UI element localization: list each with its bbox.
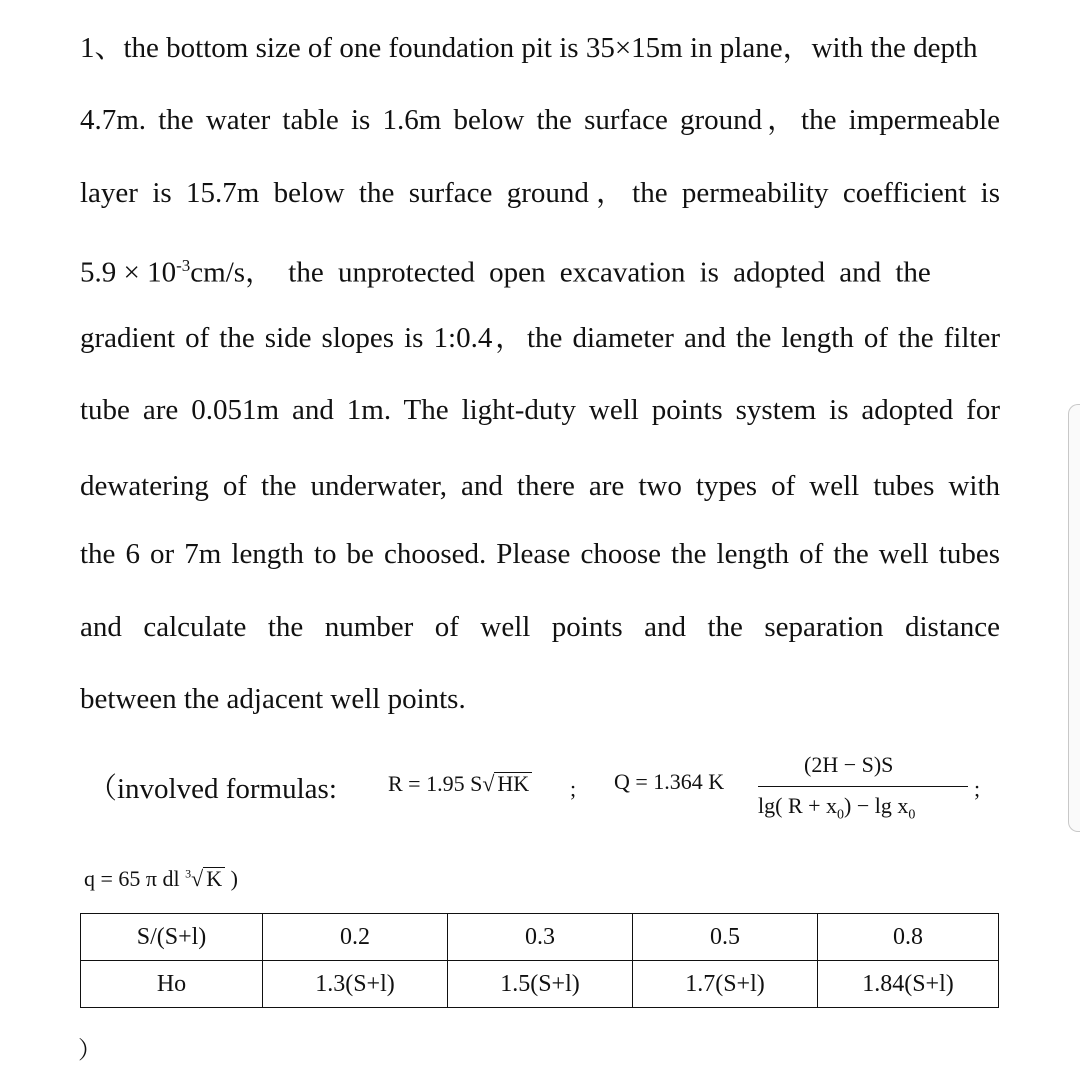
formula-q-small [84,866,238,892]
formula-q-numerator: (2H − S)S [804,752,894,777]
side-panel-edge[interactable] [1068,404,1080,832]
table-cell: 0.8 [818,914,999,961]
table-row [81,961,999,1008]
table-cell: 1.7(S+l) [633,961,818,1008]
coefficient-unit-and-text: cm/s， the unprotected open excavation is adopted and the [190,256,931,289]
table-cell: S/(S+l) [81,914,263,961]
parameter-table [80,913,999,1008]
formula-close-paren: ) [230,866,238,891]
table-cell: 0.3 [448,914,633,961]
table-cell: Ho [81,961,263,1008]
sqrt-sign-icon: √ [482,771,495,796]
formula-r [388,771,532,797]
table-cell: 0.2 [263,914,448,961]
problem-line-7: dewatering of the underwater, and there are two types of well tubes with [80,470,1000,502]
formula-q-denominator [758,793,915,823]
problem-line-4 [80,246,1000,293]
coefficient-exponent: -3 [176,256,191,275]
problem-line-5: gradient of the side slopes is 1:0.4，the diameter and the length of the filter [80,322,1000,354]
problem-line-1: 1、the bottom size of one foundation pit is 35×15m in plane，with the depth [80,32,978,64]
formula-separator-1: ; [570,776,577,801]
formula-separator-2: ; [974,776,981,801]
formula-q-den-sub-2: 0 [908,807,916,823]
problem-line-10: between the adjacent well points. [80,683,466,715]
closing-paren: ） [78,1038,102,1064]
cube-root-icon: √ [191,866,204,891]
formula-q-den-sub: 0 [837,807,845,823]
formula-q-fraction-bar [758,786,968,787]
formula-q-small-left: q = 65 π dl [84,866,180,891]
table-cell: 1.5(S+l) [448,961,633,1008]
coefficient-value: 5.9 × 10 [80,256,177,289]
problem-line-3: layer is 15.7m below the surface ground，the permeability coefficient is [80,177,1000,209]
root-index: 3 [185,866,192,881]
problem-line-9: and calculate the number of well points and the separation distance [80,611,1000,643]
table-cell: 1.3(S+l) [263,961,448,1008]
problem-line-2: 4.7m. the water table is 1.6m below the surface ground，the impermeable [80,104,1000,136]
formulas-intro: （involved formulas: [88,773,337,805]
formula-q-den-part-b: ) − lg x [844,793,909,818]
formula-q-den-part-a: lg( R + x [758,793,838,818]
table-cell: 0.5 [633,914,818,961]
problem-line-8: the 6 or 7m length to be choosed. Please choose the length of the well tubes [80,538,1000,570]
table-row [81,914,999,961]
formula-q-small-radicand: K [203,867,225,890]
problem-line-6: tube are 0.051m and 1m. The light-duty well points system is adopted for [80,394,1000,426]
formula-r-radicand: HK [494,772,532,795]
formula-q-left: Q = 1.364 K [614,769,725,794]
formula-r-left: R = 1.95 S [388,771,483,796]
table-cell: 1.84(S+l) [818,961,999,1008]
